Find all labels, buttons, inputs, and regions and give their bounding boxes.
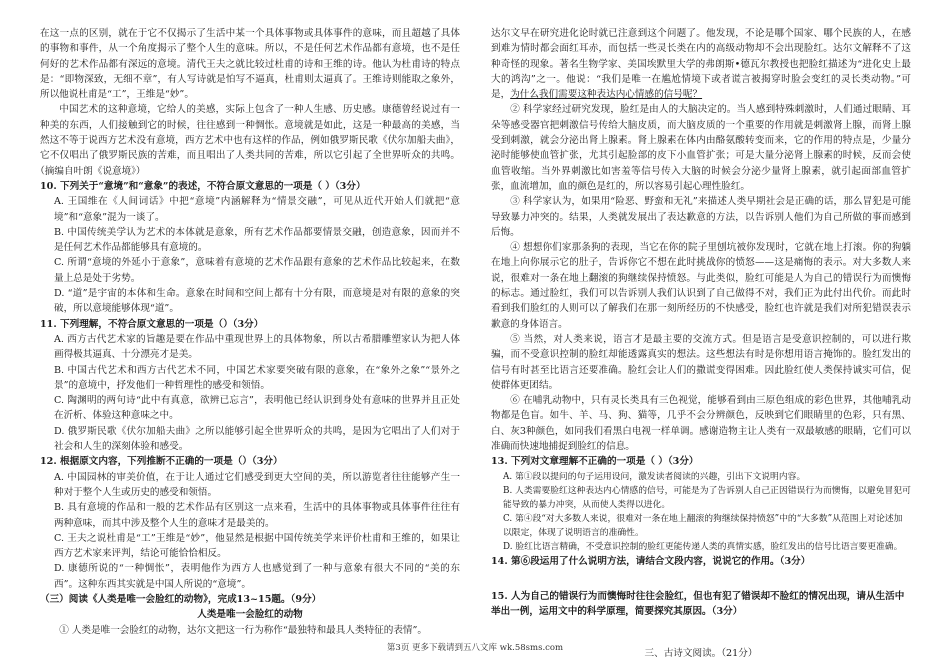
option-a: A. 王国维在《人间词话》中把“意境”内涵解释为“情景交融”，可见从近代开始人们就把“意境”和“意象”混为一谈了。 xyxy=(54,196,460,223)
page-footer: 第3页 更多下载请到五八文库 wk.58sms.com xyxy=(386,643,564,653)
section-heading: （三）阅读《人类是唯一会脸红的动物》，完成13~15题。（9分） xyxy=(40,593,322,605)
option-a: A. 第①段以提问的句子运用设问，激发读者阅读的兴趣，引出下文说明内容。 xyxy=(503,471,806,482)
question-15: 15. 人为自己的错误行为而懊悔时往往会脸红，但也有犯了错误却不脸红的情况出现，请从生活中举出一例，运用文中的科学原理，简要探究其原因。（3分） xyxy=(491,590,905,618)
article-paragraph-6: ⑥ 在哺乳动物中，只有灵长类具有三色视觉，能够看到由三原色组成的彩色世界，其他哺乳动物都是色盲。如牛、羊、马、狗、猫等，几乎不会分辨颜色，反映到它们眼睛里的色彩，只有黑、白、灰3种颜色，如同我们看黑白电视一样单调。感谢造物主让人类有一双最敏感的眼睛，它们可以准确而快速地捕捉到脸红的信息。 xyxy=(491,395,911,453)
option-c: C. 王夫之说杜甫是“工”王维是“妙”，他显然是根据中国传统美学来评价杜甫和王维的，如果让西方艺术家来评判，结论可能恰恰相反。 xyxy=(54,532,460,560)
article-title: 人类是唯一会脸红的动物 xyxy=(197,609,303,621)
section-heading: 三、古诗文阅读。（21分） xyxy=(644,647,758,659)
question-12: 12. 根据原文内容，下列推断不正确的一项是（）（3分） xyxy=(40,456,283,468)
option-d: D. 脸红比语言精确，不受意识控制的脸红更能传递人类的真情实感，脸红发出的信号比语言要更准确。 xyxy=(503,541,903,552)
option-b: B. 具有意境的作品和一般的艺术作品有区别这一点来看，生活中的具体事物或具体事件往往有两种意味，而其中涉及整个人生的意味才是最美的。 xyxy=(54,502,460,529)
question-11: 11. 下列理解，不符合原文意思的一项是（）（3分） xyxy=(40,318,264,330)
article-paragraph-3: ③ 科学家认为，如果用“险恶、野蛮和无礼”来描述人类早期社会是正确的话，那么冒犯是可能导致暴力冲突的。结果，人类就发展出了表达歉意的方法，以告诉别人他们为自己所做的事而感到后悔。 xyxy=(491,196,911,238)
option-c: C. 陶渊明的两句诗“此中有真意，欲辨已忘言”，表明他已经认识到身处有意味的世界并且正处在沂析、体验这种意味之中。 xyxy=(54,395,460,422)
paragraph-text: 达尔文早在研究进化论时就已注意到这个问题了。他发现，不论是哪个国家、哪个民族的人，在感到难为情时都会面红耳赤，而包括一些灵长类在内的高级动物却不会出现脸红。达尔文解释不了这种奇怪的现象。著名生物学家、美国埃默里大学的弗朗斯•德瓦尔教授也把脸红描述为“进化史上最大的鸿沟”之一。他说：“我们是唯一在尴尬情境下或者谎言被揭穿时脸会变红的灵长类动物。”可是， xyxy=(491,28,911,101)
answer-space xyxy=(491,569,911,589)
article-paragraph-1: ① 人类是唯一会脸红的动物，达尔文把这一行为称作“最独特和最具人类特征的表情”。 xyxy=(59,624,428,636)
option-b: B. 中国传统美学认为艺术的本体就是意象，所有艺术作品都要情景交融，创造意象，因而并不是任何艺术作品都能够具有意境的。 xyxy=(54,226,460,254)
option-d: D. “道”是宇宙的本体和生命。意象在时间和空间上都有十分有限，而意境是对有限的意象的突破，所以意境能够体现“道”。 xyxy=(54,288,460,315)
right-column xyxy=(491,26,911,661)
option-b: B. 中国古代艺术和西方古代艺术不同，中国艺术家要突破有限的意象，在“象外之象”“景外之景”的意境中，抒发他们一种哲理性的感受和领悟。 xyxy=(54,364,460,391)
option-d: D. 俄罗斯民歌《伏尔加船夫曲》之所以能够引起全世界听众的共鸣，是因为它唱出了人们对于社会和人生的深刻体验和感受。 xyxy=(54,425,460,453)
source-citation: （摘编自叶朗《说意境》） xyxy=(40,165,146,177)
option-c: C. 第④段“对大多数人来说，很难对一条在地上翻滚的狗继续保持愤怒”中的“大多数”从范围上对论述加以限定，体现了说明语言的准确性。 xyxy=(503,513,903,538)
underlined-question: 为什么我们需要这种表达内心情感的信号呢？ xyxy=(510,89,703,101)
option-b: B. 人类需要脸红这种表达内心情感的信号，可能是为了告诉别人自己正因错误行为而懊悔，以避免冒犯可能导致的暴力冲突，从而使人类得以进化。 xyxy=(503,485,911,510)
option-a: A. 中国园林的审美价值，在于让人通过它们感受到更大空间的美，所以游览者往往能够产生一种对于整个人生或历史的感受和领悟。 xyxy=(54,471,460,498)
article-paragraph-2: ② 科学家经过研究发现，脸红是由人的大脑决定的。当人感到特殊刺激时，人们通过眼睛、耳朵等感受器官把刺激信号传给大脑皮质，而大脑皮质的一个重要的作用就是刺激肾上腺，而肾上腺受到刺激，就会分泌出肾上腺素。肾上腺素在体内由酪氨酸转变而来，它的作用的特点是，少量分泌时能够使血管扩张，尤其引起脸部的皮下小血管扩张；可是大量分泌肾上腺素的时候，反而会使血管收缩。当外界刺激比如害羞等信号传入大脑的时候会分泌少量肾上腺素，就引起面部血管扩张，血流增加，血的颜色是红的，所以容易引起心理性脸红。 xyxy=(491,104,911,192)
option-a: A. 西方古代艺术家的旨趣是要在作品中重现世界上的具体物象，所以古希腊雕塑家认为把人体画得极其逼真、十分漂亮才是美。 xyxy=(54,333,460,361)
question-14: 14. 第⑥段运用了什么说明方法，请结合文段内容，说说它的作用。（3分） xyxy=(491,555,811,567)
paragraph-text: 中国艺术的这种意境，它给人的美感，实际上包含了一种人生感、历史感。康德曾经说过有一种美的东西，人们接触到它的时候，往往感到一种惆怅。意境就是如此，这是一种最高的美感，当然这不等于说西方艺术没有意境，西方艺术中也有这样的作品，例如俄罗斯民歌《伏尔加船夫曲》，它不仅唱出了俄罗斯民族的苦难，而且唱出了人类共同的苦难，所以它引起了全世界听众的共鸣。 xyxy=(40,104,460,162)
option-d: D. 康德所说的“一种惆怅”，表明他作为西方人也感觉到了一种与意象有很大不同的“美的东西”。这种东西其实就是中国人所说的“意境”。 xyxy=(54,563,460,590)
article-paragraph-4: ④ 想想你们家那条狗的表现，当它在你的院子里刨坑被你发现时，它就在地上打滚。你的狗躺在地上向你展示它的肚子，告诉你它不想在此时挑战你的愤怒——这是痛悔的表示。对大多数人来说，很难对一条在地上翻滚的狗继续保持愤怒。与此类似，脸红可能是人为自己的错误行为而懊悔的标志。通过脸红，我们可以告诉别人我们认识到了自己做得不对，我们正为此付出代价。而此时看到我们脸红的人则可以了解我们在那一刻所经历的不快感受，脸红也许就是我们对所犯错误表示歉意的身体语言。 xyxy=(491,242,911,330)
article-paragraph-5: ⑤ 当然，对人类来说，语言才是最主要的交流方式。但是语言是受意识控制的，可以进行欺骗，而不受意识控制的脸红却能透露真实的想法。这些想法有时是你想用语言掩饰的。脸红发出的信号有时甚至比语言还要准确。脸红会让人们的撒谎变得困难。因此脸红使人类保持诚实可信，促使群体更团结。 xyxy=(491,333,911,391)
option-c: C. 所谓“意境的外延小于意象”，意味着有意境的艺术作品跟有意象的艺术作品比较起来，在数量上总是处于劣势。 xyxy=(54,257,460,284)
left-column xyxy=(40,26,460,638)
paragraph xyxy=(40,102,460,178)
question-13: 13. 下列对文章理解不正确的一项是（ ）（3分） xyxy=(491,456,699,468)
paragraph: 在这一点的区别，就在于它不仅揭示了生活中某一个具体事物或具体事件的意味，而且超越了具体的事物和事件，从一个角度揭示了整个人生的意味。所以，不是任何艺术作品都有意境，也不是任何好的艺术作品都有深远的意境。清代王夫之就比较过杜甫的诗和王维的诗。他认为杜甫诗的特点是：“即物深致，无细不章”，有人写诗就是怕写不逼真，杜甫则太逼真了。王维诗则能取之象外，所以他说杜甫是“工”，王维是“妙”。 xyxy=(40,28,460,101)
article-paragraph-1-cont xyxy=(491,26,911,102)
question-10: 10. 下列关于“意境”和“意象”的表述，不符合原文意思的一项是（ ）（3分） xyxy=(40,180,366,192)
